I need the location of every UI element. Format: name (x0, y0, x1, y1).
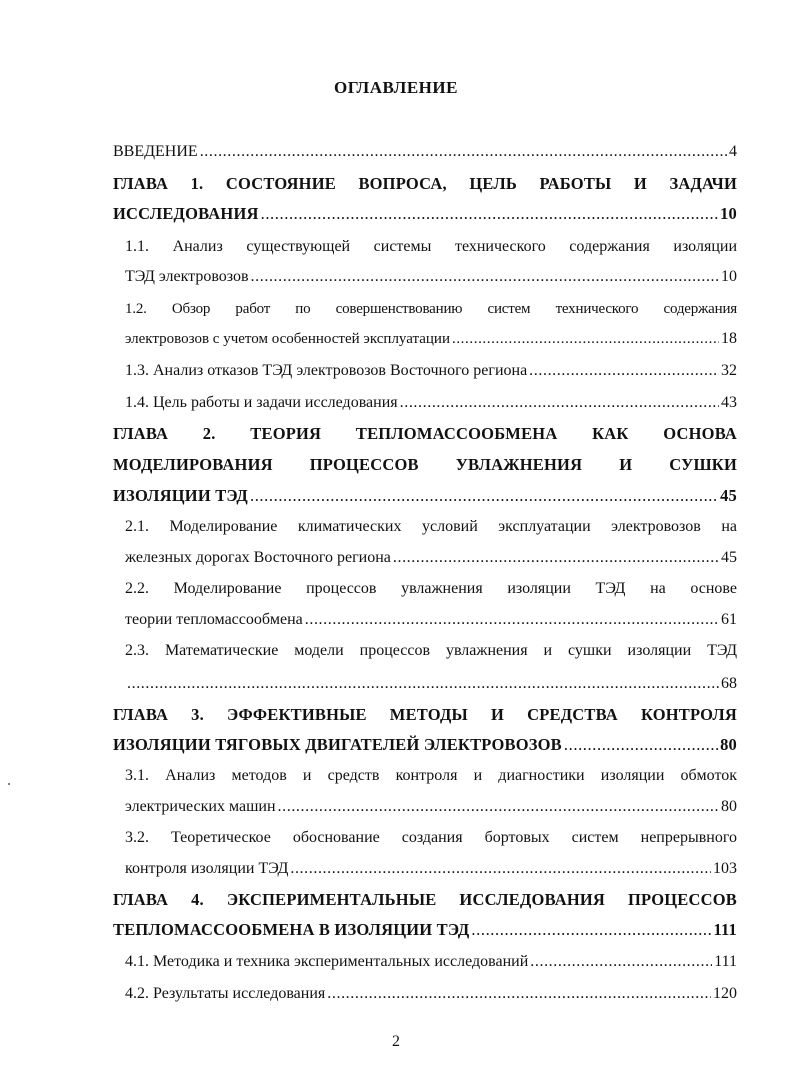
toc-page-number: 111 (714, 953, 737, 970)
toc-entry-text: ИССЛЕДОВАНИЯ (113, 204, 259, 223)
toc-entry-text: 1.3. Анализ отказов ТЭД электровозов Восточного региона (125, 362, 528, 379)
toc-section-1-2 (125, 329, 737, 349)
toc-entry-text: контроля изоляции ТЭД (125, 860, 289, 877)
toc-page-number: 32 (721, 362, 737, 379)
toc-section-1-3 (125, 361, 737, 381)
toc-entry-intro (113, 142, 737, 162)
leader-dots (471, 920, 711, 940)
leader-dots (327, 984, 711, 1004)
toc-page-number: 61 (721, 611, 737, 628)
toc-chapter-1 (113, 204, 737, 224)
toc-section-3-1 (125, 797, 737, 817)
toc-entry-text: железных дорогах Восточного региона (125, 549, 391, 566)
toc-section-3-2-line-1: 3.2. Теоретическое обоснование создания бортовых систем непрерывного (125, 829, 737, 846)
toc-chapter-1-line-1: ГЛАВА 1. СОСТОЯНИЕ ВОПРОСА, ЦЕЛЬ РАБОТЫ И ЗАДАЧИ (113, 174, 737, 193)
leader-dots (564, 735, 718, 755)
toc-entry-text: 4.2. Результаты исследования (125, 985, 326, 1002)
toc-page-number: 120 (713, 985, 737, 1002)
toc-chapter-3 (113, 735, 737, 755)
toc-chapter-4-line-1: ГЛАВА 4. ЭКСПЕРИМЕНТАЛЬНЫЕ ИССЛЕДОВАНИЯ ПРОЦЕССОВ (113, 890, 737, 909)
toc-section-2-1-line-1: 2.1. Моделирование климатических условий эксплуатации электровозов на (125, 518, 737, 535)
toc-section-3-2 (125, 859, 737, 879)
toc-page-number: 4 (729, 143, 737, 160)
toc-section-1-4 (125, 393, 737, 413)
toc-page-number: 103 (713, 860, 737, 877)
toc-page-number: 80 (720, 735, 737, 754)
toc-section-3-1-line-1: 3.1. Анализ методов и средств контроля и диагностики изоляции обмоток (125, 767, 737, 784)
leader-dots (452, 329, 719, 349)
toc-entry-text: ИЗОЛЯЦИИ ТЭД (113, 486, 248, 505)
toc-page-number: 43 (721, 394, 737, 411)
toc-section-1-1-line-1: 1.1. Анализ существующей системы технического содержания изоляции (125, 238, 737, 255)
leader-dots (393, 548, 719, 568)
toc-section-2-3 (125, 674, 737, 694)
toc-page-number: 10 (721, 268, 737, 285)
toc-page-number: 45 (721, 549, 737, 566)
toc-section-2-3-line-1: 2.3. Математические модели процессов увлажнения и сушки изоляции ТЭД (125, 642, 737, 659)
toc-section-1-1 (125, 267, 737, 287)
toc-entry-text: 1.4. Цель работы и задачи исследования (125, 394, 398, 411)
toc-entry-text: теории тепломассообмена (125, 611, 303, 628)
leader-dots (305, 610, 719, 630)
toc-section-2-2-line-1: 2.2. Моделирование процессов увлажнения изоляции ТЭД на основе (125, 580, 737, 597)
toc-page-number: 80 (721, 798, 737, 815)
toc-page-number: 18 (721, 330, 737, 347)
toc-page-number: 68 (721, 675, 737, 692)
leader-dots (261, 204, 718, 224)
toc-section-2-2 (125, 610, 737, 630)
toc-page-number: 111 (713, 920, 737, 939)
page-number: 2 (392, 1033, 400, 1050)
toc-page-number: 45 (720, 486, 737, 505)
leader-dots (530, 952, 712, 972)
toc-section-2-1 (125, 548, 737, 568)
toc-chapter-2-line-2: МОДЕЛИРОВАНИЯ ПРОЦЕССОВ УВЛАЖНЕНИЯ И СУШКИ (113, 455, 737, 474)
leader-dots (200, 142, 727, 162)
toc-section-4-1 (125, 952, 737, 972)
leader-dots (278, 797, 719, 817)
toc-title: ОГЛАВЛЕНИЕ (334, 78, 458, 97)
toc-chapter-3-line-1: ГЛАВА 3. ЭФФЕКТИВНЫЕ МЕТОДЫ И СРЕДСТВА КОНТРОЛЯ (113, 705, 737, 724)
leader-dots (290, 859, 711, 879)
toc-entry-text: ТЭД электровозов (125, 268, 249, 285)
toc-section-4-2 (125, 984, 737, 1004)
toc-entry-text: 4.1. Методика и техника экспериментальных исследований (125, 953, 529, 970)
toc-chapter-2-line-1: ГЛАВА 2. ТЕОРИЯ ТЕПЛОМАССООБМЕНА КАК ОСНОВА (113, 424, 737, 443)
toc-chapter-4 (113, 920, 737, 940)
toc-chapter-2 (113, 486, 737, 506)
toc-entry-text: электровозов с учетом особенностей эксплуатации (125, 331, 450, 347)
leader-dots (127, 674, 719, 694)
scan-speck (8, 783, 10, 785)
toc-entry-text: ИЗОЛЯЦИИ ТЯГОВЫХ ДВИГАТЕЛЕЙ ЭЛЕКТРОВОЗОВ (113, 735, 562, 754)
toc-entry-text: ВВЕДЕНИЕ (113, 143, 198, 160)
toc-page-number: 10 (720, 204, 737, 223)
leader-dots (529, 361, 719, 381)
leader-dots (400, 393, 719, 413)
leader-dots (250, 486, 718, 506)
toc-entry-text: электрических машин (125, 798, 276, 815)
toc-entry-text: ТЕПЛОМАССООБМЕНА В ИЗОЛЯЦИИ ТЭД (113, 920, 470, 939)
toc-section-1-2-line-1: 1.2. Обзор работ по совершенствованию систем технического содержания (125, 301, 737, 317)
leader-dots (251, 267, 719, 287)
